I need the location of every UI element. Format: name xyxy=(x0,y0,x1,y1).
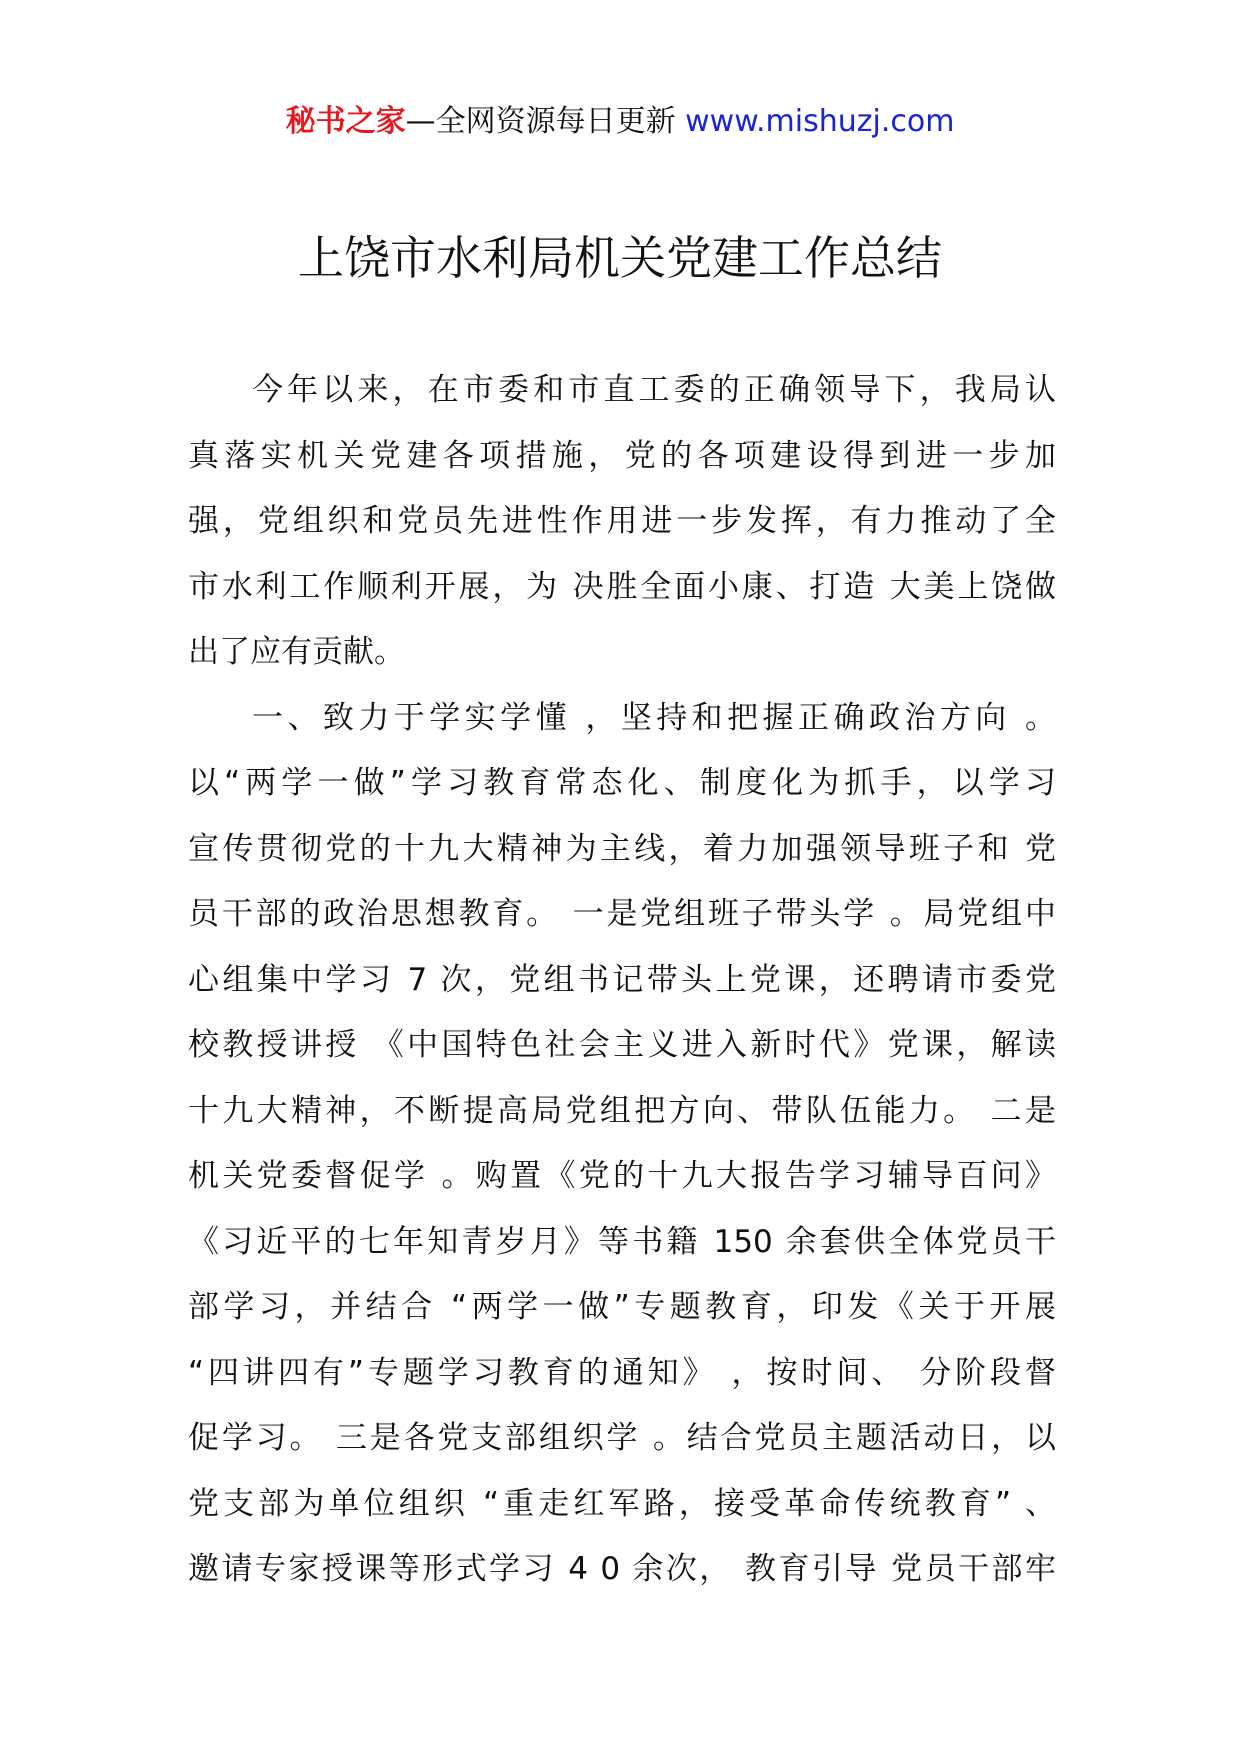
site-header xyxy=(0,100,1240,144)
paragraph-line: 宣传贯彻党的十九大精神为主线，着力加强领导班子和 党 xyxy=(188,830,1056,867)
paragraph-line: 以“两学一做”学习教育常态化、制度化为抓手，以学习 xyxy=(188,765,1056,801)
paragraph-line: 邀请专家授课等形式学习 4 0 余次， 教育引导 党员干部牢 xyxy=(188,1551,1056,1587)
document-body xyxy=(188,358,1056,1603)
paragraph-line: 出了应有贡献。 xyxy=(188,634,405,670)
paragraph-line: “四讲四有”专题学习教育的通知》 ，按时间、 分阶段督 xyxy=(188,1354,1056,1391)
paragraph-line: 市水利工作顺利开展，为 决胜全面小康、打造 大美上饶做 xyxy=(188,568,1056,605)
paragraph-line: 真落实机关党建各项措施，党的各项建设得到进一步加 xyxy=(188,437,1056,474)
document-title: 上饶市水利局机关党建工作总结 xyxy=(298,231,942,285)
paragraph-line: 心组集中学习 7 次，党组书记带头上党课，还聘请市委党 xyxy=(188,961,1056,998)
paragraph-line: 《习近平的七年知青岁月》等书籍 150 余套供全体党员干 xyxy=(188,1223,1056,1260)
section-heading-line: 一、致力于学实学懂 ，坚持和把握正确政治方向 。 xyxy=(252,699,1056,736)
site-url-link[interactable]: www.mishuzj.com xyxy=(685,104,955,139)
paragraph-line: 校教授讲授 《中国特色社会主义进入新时代》党课，解读 xyxy=(188,1027,1056,1063)
paragraph-line: 员干部的政治思想教育。 一是党组班子带头学 。局党组中 xyxy=(188,896,1056,932)
paragraph-line: 党支部为单位组织 “重走红军路，接受革命传统教育” 、 xyxy=(188,1485,1056,1522)
paragraph-line: 部学习，并结合 “两学一做”专题教育，印发《关于开展 xyxy=(188,1289,1056,1325)
paragraph-line: 促学习。 三是各党支部组织学 。结合党员主题活动日，以 xyxy=(188,1420,1056,1456)
paragraph-line: 机关党委督促学 。购置《党的十九大报告学习辅导百问》 xyxy=(188,1158,1056,1194)
paragraph-line: 今年以来，在市委和市直工委的正确领导下，我局认 xyxy=(252,372,1056,408)
header-tagline: —全网资源每日更新 xyxy=(405,104,676,139)
brand-name: 秘书之家 xyxy=(285,104,406,139)
paragraph-line: 强，党组织和党员先进性作用进一步发挥，有力推动了全 xyxy=(188,503,1056,539)
paragraph-line: 十九大精神，不断提高局党组把方向、带队伍能力。 二是 xyxy=(188,1092,1056,1129)
